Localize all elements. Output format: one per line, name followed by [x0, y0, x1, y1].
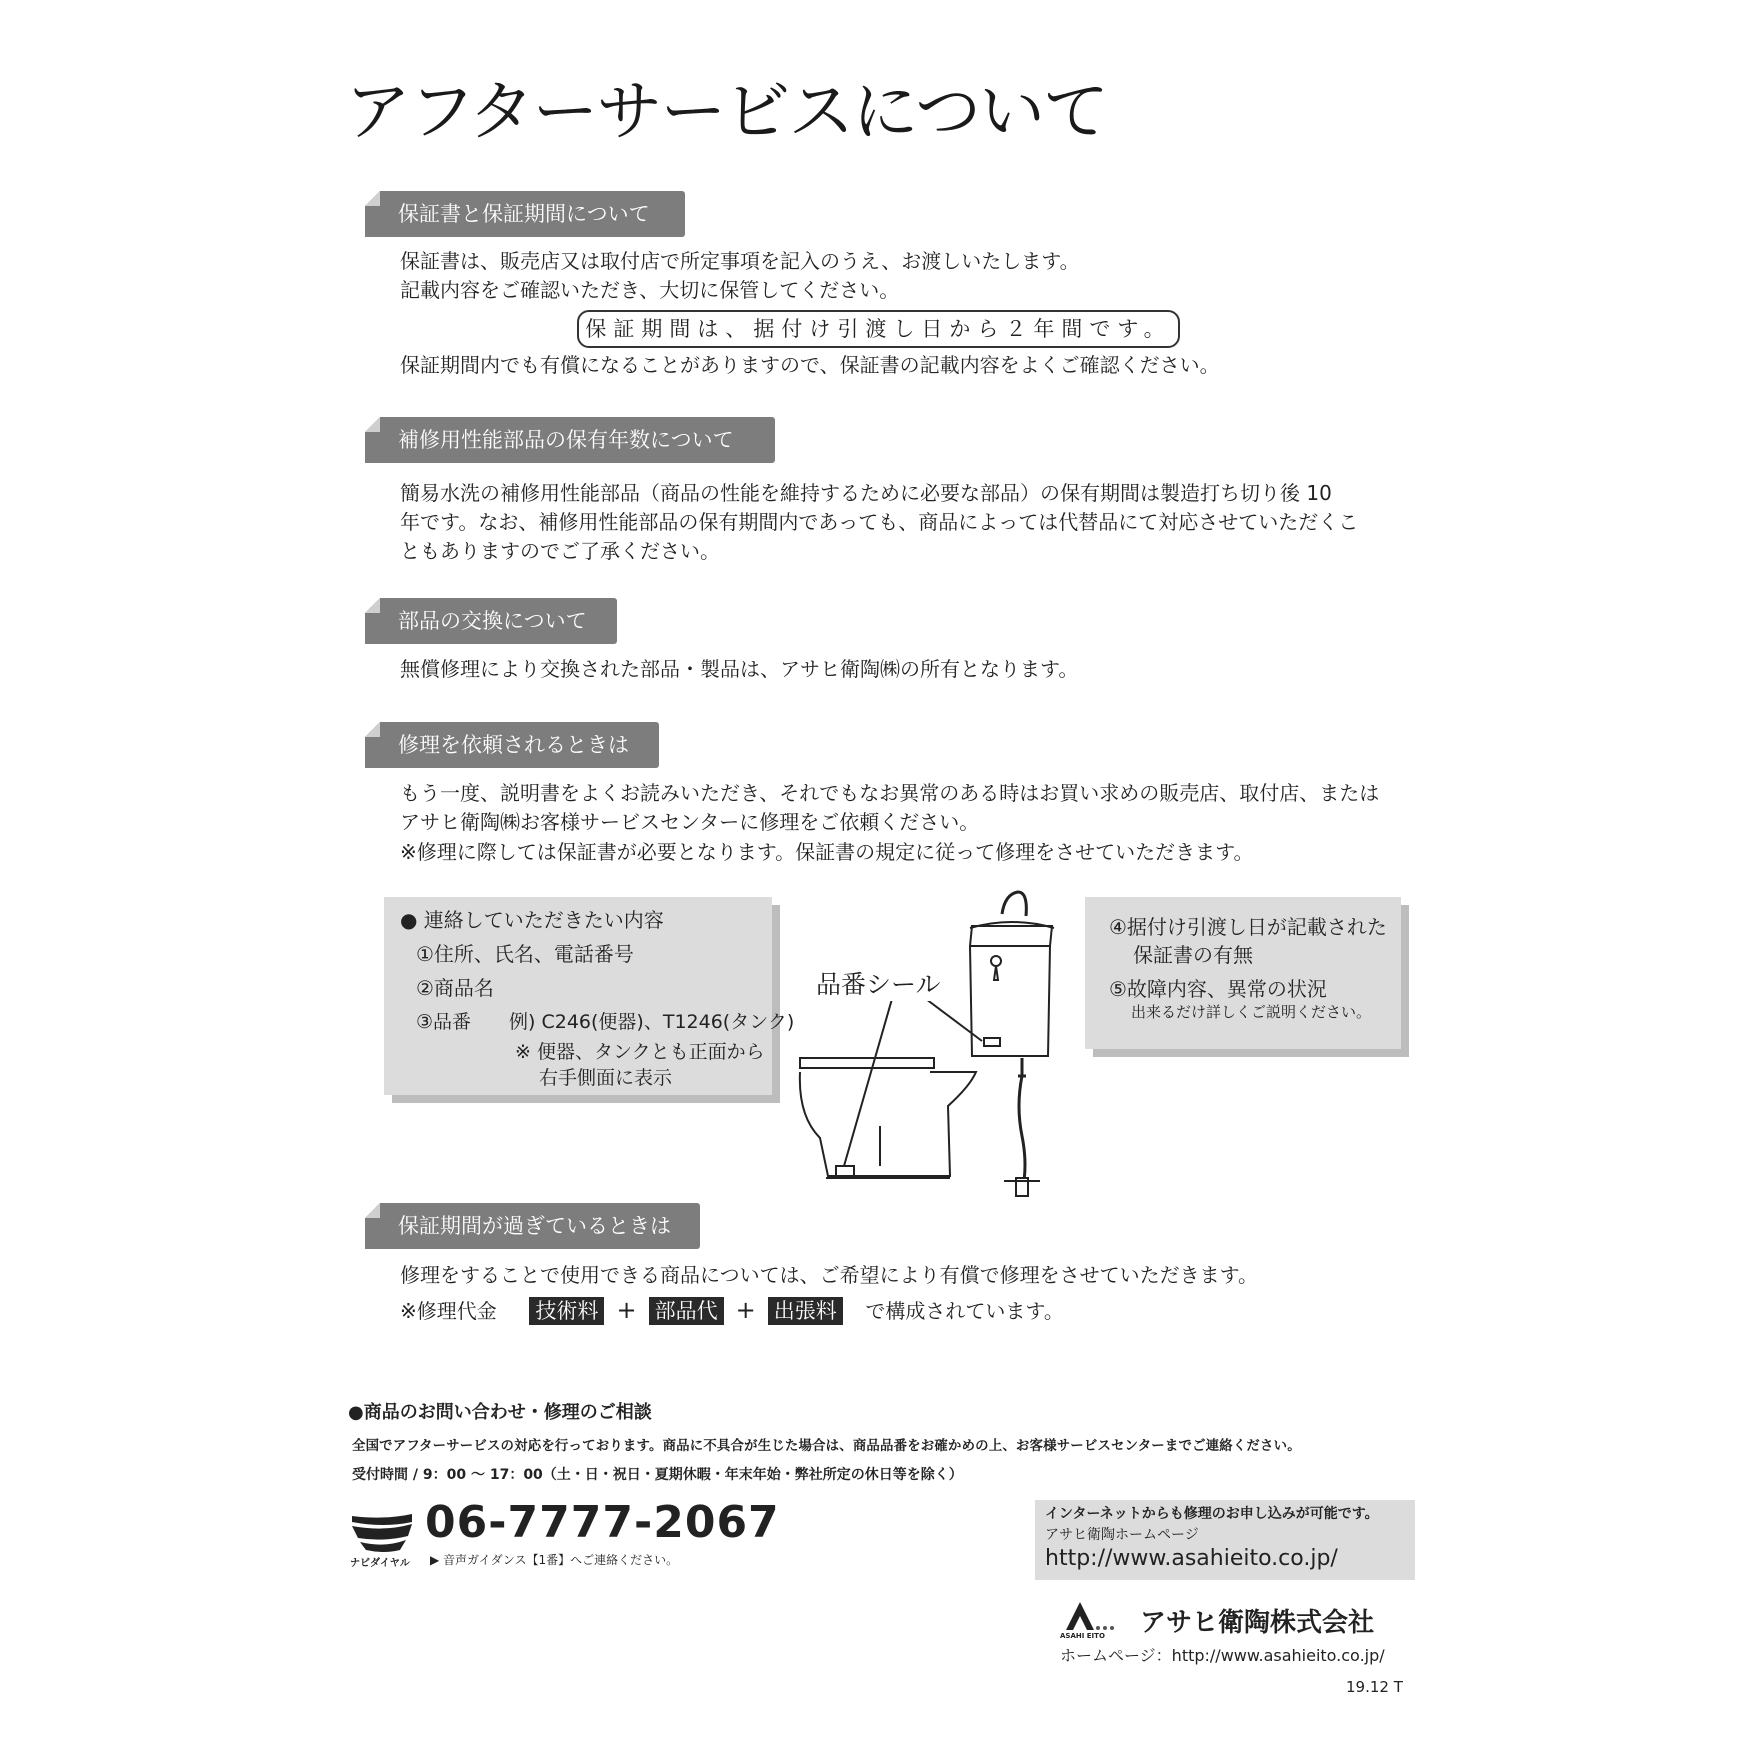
contact-info-item-2: ②商品名: [416, 976, 494, 1000]
contact-info-item-3: ③品番 例) C246(便器)、T1246(タンク): [416, 1011, 795, 1033]
contact-info-note-2: 右手側面に表示: [539, 1067, 673, 1089]
fee-plus-2: +: [735, 1296, 756, 1324]
warranty-text-2: 記載内容をご確認いただき、大切に保管してください。: [400, 278, 900, 302]
section-heading-warranty: 保証書と保証期間について: [365, 191, 685, 237]
section-heading-repair-request: 修理を依頼されるときは: [365, 722, 659, 768]
voice-guidance: ▶ 音声ガイダンス【1番】へご連絡ください。: [430, 1553, 679, 1567]
parts-retention-text-3: ともありますのでご了承ください。: [400, 539, 720, 563]
page-title: アフターサービスについて: [345, 73, 1108, 150]
company-homepage: ホームページ：http://www.asahieito.co.jp/: [1060, 1646, 1385, 1665]
contact-info-box-right: [1085, 897, 1401, 1049]
toilet-diagram: [790, 876, 1080, 1206]
parts-exchange-text: 無償修理により交換された部品・製品は、アサヒ衛陶㈱の所有となります。: [400, 657, 1079, 681]
section-heading-after-warranty: 保証期間が過ぎているときは: [365, 1203, 700, 1249]
company-name: アサヒ衛陶株式会社: [1140, 1608, 1375, 1638]
repair-fee-row: [400, 1293, 1064, 1328]
web-info-label: アサヒ衛陶ホームページ: [1045, 1527, 1199, 1543]
contact-info-item-5: ⑤故障内容、異常の状況: [1109, 977, 1327, 1001]
contact-info-heading: ● 連絡していただきたい内容: [400, 908, 664, 932]
company-logo-text: ASAHI EITO: [1060, 1632, 1105, 1640]
warranty-text-3: 保証期間内でも有償になることがありますので、保証書の記載内容をよくご確認ください。: [400, 353, 1220, 377]
footer-heading: ●商品のお問い合わせ・修理のご相談: [348, 1402, 652, 1423]
contact-info-item-4a: ④据付け引渡し日が記載された: [1109, 915, 1387, 939]
repair-fee-prefix: ※修理代金: [400, 1299, 497, 1323]
fee-plus-1: +: [616, 1296, 637, 1324]
contact-info-item-5-note: 出来るだけ詳しくご説明ください。: [1131, 1003, 1372, 1021]
repair-fee-suffix: で構成されています。: [865, 1299, 1064, 1323]
contact-info-item-4b: 保証書の有無: [1133, 943, 1253, 967]
repair-request-text-3: ※修理に際しては保証書が必要となります。保証書の規定に従って修理をさせていただきます。: [400, 840, 1254, 864]
navi-dial-label: ナビダイヤル: [350, 1558, 410, 1569]
footer-line-1: 全国でアフターサービスの対応を行っております。商品に不具合が生じた場合は、商品品番をお確かめの上、お客様サービスセンターまでご連絡ください。: [352, 1439, 1301, 1454]
navi-dial-icon: [350, 1512, 414, 1560]
fee-travel: 出張料: [768, 1297, 843, 1325]
footer-line-2: 受付時間 / 9：00 ～ 17：00（土・日・祝日・夏期休暇・年末年始・弊社所定の休日等を除く）: [352, 1467, 963, 1483]
after-warranty-text: 修理をすることで使用できる商品については、ご希望により有償で修理をさせていただきます。: [400, 1263, 1258, 1287]
section-heading-parts-retention: 補修用性能部品の保有年数について: [365, 417, 775, 463]
repair-request-text-2: アサヒ衛陶㈱お客様サービスセンターに修理をご依頼ください。: [400, 810, 980, 834]
warranty-period-highlight: 保証期間は、据付け引渡し日から２年間です。: [577, 310, 1180, 348]
parts-retention-text-1: 簡易水洗の補修用性能部品（商品の性能を維持するために必要な部品）の保有期間は製造打ち切り後 10: [400, 481, 1332, 505]
parts-retention-text-2: 年です。なお、補修用性能部品の保有期間内であっても、商品によっては代替品にて対応させていただくこ: [400, 510, 1359, 534]
fee-parts: 部品代: [649, 1297, 724, 1325]
label-seal: 品番シール: [813, 965, 944, 1001]
document-code: 19.12 T: [1346, 1678, 1403, 1696]
web-info-url[interactable]: http://www.asahieito.co.jp/: [1045, 1546, 1338, 1571]
fee-technical: 技術料: [529, 1297, 604, 1325]
web-info-box: [1035, 1500, 1415, 1580]
contact-info-item-1: ①住所、氏名、電話番号: [416, 942, 634, 966]
phone-number[interactable]: 06-7777-2067: [425, 1497, 780, 1548]
section-heading-parts-exchange: 部品の交換について: [365, 598, 617, 644]
contact-info-note-1: ※ 便器、タンクとも正面から: [515, 1041, 765, 1063]
repair-request-text-1: もう一度、説明書をよくお読みいただき、それでもなお異常のある時はお買い求めの販売店、取付店、または: [400, 781, 1380, 805]
contact-info-box: [384, 897, 795, 1095]
warranty-text-1: 保証書は、販売店又は取付店で所定事項を記入のうえ、お渡しいたします。: [400, 249, 1080, 273]
web-info-heading: インターネットからも修理のお申し込みが可能です。: [1045, 1506, 1379, 1522]
